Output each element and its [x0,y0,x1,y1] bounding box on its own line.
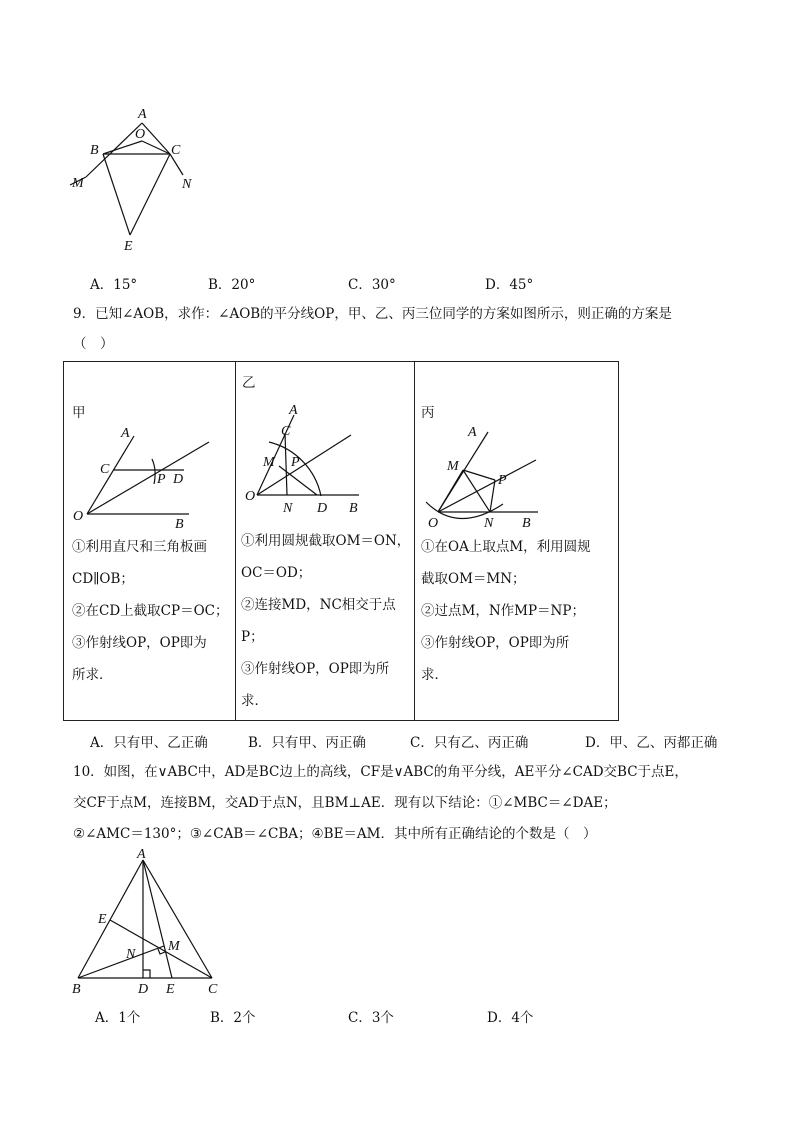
q9-question-line1: 9．已知∠AOB，求作：∠AOB的平分线OP，甲、乙、丙三位同学的方案如图所示，则正确的方案是 [73,306,672,322]
q9-option-b[interactable]: B．只有甲、丙正确 [248,735,366,751]
q10-option-b[interactable]: B．2个 [210,1010,256,1026]
bing-step-3b: 求． [421,667,448,683]
yi-label-a: A [289,403,298,418]
jia-step-1: ①利用直尺和三角板画 [72,539,207,555]
scheme-bing-cell [415,362,619,721]
q10-question-line1: 10．如图，在∨ABC中，AD是BC边上的高线，CF是∨ABC的角平分线，AE平分∠CAD交BC于点E， [73,764,688,780]
q10-label-e2: E [166,982,175,997]
q10-question-line2: 交CF于点M，连接BM，交AD于点N，且BM⊥AE．现有以下结论：①∠MBC＝∠DAE； [73,795,617,811]
q8-figure [60,100,220,260]
yi-label-c: C [281,424,291,439]
q10-label-a: A [137,848,146,862]
yi-label-d: D [317,501,328,516]
jia-step-3: ③作射线OP，OP即为 [72,635,207,651]
q10-label-c: C [208,982,218,997]
scheme-bing-title: 丙 [421,405,435,421]
yi-label-b: B [349,501,358,516]
yi-step-3b: 求． [241,693,268,709]
jia-label-b: B [175,517,184,532]
q10-option-c[interactable]: C．3个 [348,1010,394,1026]
q8-label-o: O [135,127,146,142]
yi-label-m: M [263,455,275,470]
bing-step-3: ③作射线OP，OP即为所 [421,635,570,651]
yi-step-2: ②连接MD，NC相交于点 [241,597,396,613]
q9-option-c[interactable]: C．只有乙、丙正确 [410,735,529,751]
bing-step-2: ②过点M，N作MP＝NP； [421,603,585,619]
q8-label-e: E [124,239,133,254]
yi-step-3: ③作射线OP，OP即为所 [241,661,390,677]
yi-step-2b: P； [241,629,264,645]
bing-label-m: M [447,459,459,474]
yi-step-1b: OC＝OD； [241,565,312,581]
q8-lines [70,123,183,235]
q8-option-c[interactable]: C．30° [348,277,396,293]
scheme-yi-cell [236,362,415,721]
q8-option-a[interactable]: A．15° [90,277,138,293]
bing-label-p: P [498,473,507,488]
q8-label-c: C [171,143,181,158]
q9-option-a[interactable]: A．只有甲、乙正确 [90,735,208,751]
scheme-jia-figure [69,424,234,534]
jia-label-c: C [100,462,110,477]
q10-label-d: D [138,982,149,997]
scheme-yi-figure [239,400,413,518]
jia-label-a: A [121,426,130,441]
yi-label-p: P [291,455,300,470]
q10-label-e: E [98,912,107,927]
scheme-yi-title: 乙 [242,375,256,391]
q10-label-n: N [126,947,136,962]
bing-label-n: N [484,516,494,531]
q9-question-line2: （ ） [73,336,114,352]
q10-option-d[interactable]: D．4个 [487,1010,534,1026]
q8-option-b[interactable]: B．20° [208,277,256,293]
bing-step-1: ①在OA上取点M，利用圆规 [421,539,591,555]
jia-step-3b: 所求． [72,667,113,683]
scheme-jia-cell [64,362,236,721]
q10-option-a[interactable]: A．1个 [95,1010,141,1026]
q10-label-b: B [72,982,81,997]
q10-figure [60,848,240,998]
jia-label-o: O [73,509,84,524]
jia-step-1b: CD∥OB； [72,571,134,587]
bing-label-b: B [522,516,531,531]
q9-option-d[interactable]: D．甲、乙、丙都正确 [585,735,718,751]
scheme-jia-title: 甲 [72,405,86,421]
q9-scheme-table [63,361,619,721]
jia-label-p: P [157,472,166,487]
jia-step-2: ②在CD上截取CP＝OC； [72,603,229,619]
yi-step-1: ①利用圆规截取OM＝ON， [241,533,411,549]
bing-label-a: A [468,425,477,440]
bing-step-1b: 截取OM＝MN； [421,571,526,587]
q8-label-n: N [182,177,192,192]
bing-label-o: O [428,516,439,531]
q10-label-m: M [168,939,180,954]
scheme-bing-figure [418,424,613,534]
q8-label-a: A [138,107,147,122]
q8-label-b: B [90,143,99,158]
yi-label-n: N [283,501,293,516]
jia-label-d: D [173,472,184,487]
yi-label-o: O [245,489,256,504]
q10-question-line3: ②∠AMC＝130°；③∠CAB＝∠CBA；④BE＝AM．其中所有正确结论的个数是（ ） [73,826,597,842]
q8-label-m: M [72,176,84,191]
q8-option-d[interactable]: D．45° [485,277,534,293]
